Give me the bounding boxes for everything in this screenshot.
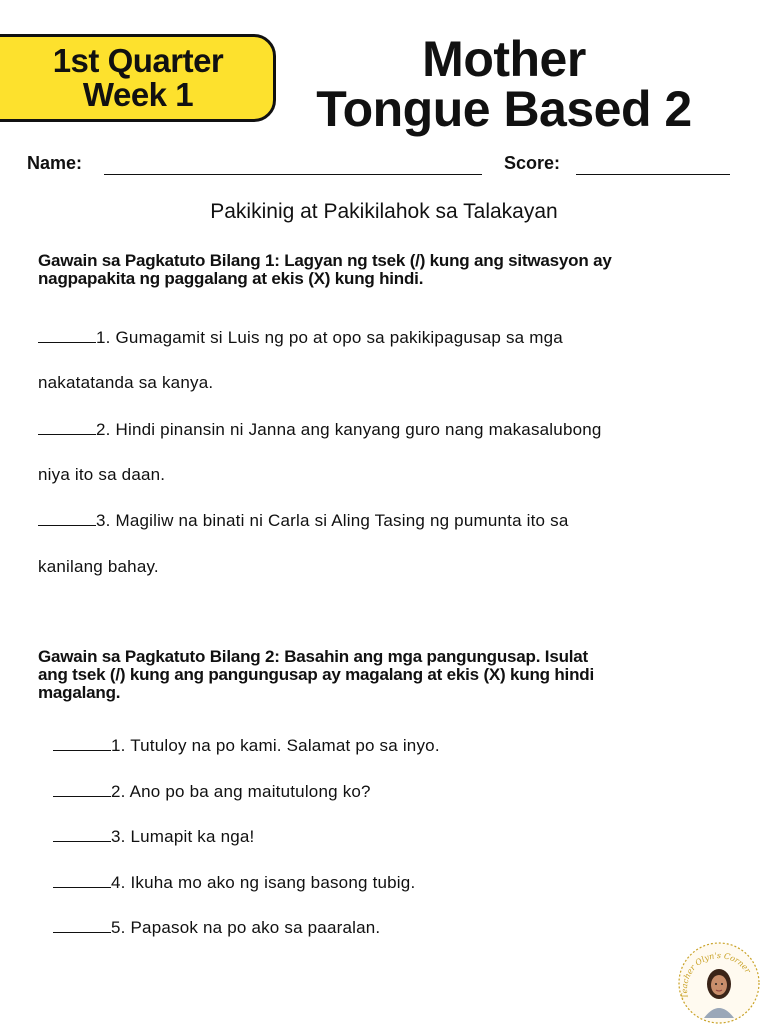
activity1-instructions [38,252,738,288]
quarter-label: 1st Quarter [52,42,224,79]
lesson-title: Pakikinig at Pakikilahok sa Talakayan [210,200,558,223]
activity2-item-1 [53,736,440,756]
subject-title [284,31,724,137]
answer-blank[interactable] [38,420,96,435]
activity2-instructions-line2: ang tsek (/) kung ang pangungusap ay magalang at ekis (X) kung hindi [38,665,594,684]
activity1-instructions-line1: Gawain sa Pagkatuto Bilang 1: Lagyan ng tsek (/) kung ang sitwasyon ay [38,251,612,270]
logo-text: Teacher Olyn's Corner [679,951,753,1000]
score-field[interactable] [576,174,730,175]
activity1-item-1-text: 1. Gumagamit si Luis ng po at opo sa pakikipagusap sa mga [96,328,563,347]
activity2-item-4-text: 4. Ikuha mo ako ng isang basong tubig. [111,873,416,892]
activity1-item-2-cont: niya ito sa daan. [38,465,166,484]
subject-title-line2: Tongue Based 2 [316,81,692,137]
score-label: Score: [504,153,561,173]
name-field[interactable] [104,174,482,175]
answer-blank[interactable] [53,827,111,842]
teacher-logo-avatar [676,940,762,1026]
activity2-item-2-text: 2. Ano po ba ang maitutulong ko? [111,782,371,801]
name-label: Name: [27,153,83,173]
week-label: Week 1 [82,76,194,113]
activity1-item-2 [38,420,602,440]
activity2-item-3-text: 3. Lumapit ka nga! [111,827,255,846]
quarter-badge [0,34,276,122]
activity2-instructions-line1: Gawain sa Pagkatuto Bilang 2: Basahin ang mga pangungusap. Isulat [38,647,588,666]
activity2-item-2 [53,782,371,802]
activity2-item-3 [53,827,254,847]
activity2-instructions [38,648,738,702]
answer-blank[interactable] [53,873,111,888]
answer-blank[interactable] [38,511,96,526]
answer-blank[interactable] [53,736,111,751]
activity2-item-5-text: 5. Papasok na po ako sa paaralan. [111,918,381,937]
activity1-item-3-cont: kanilang bahay. [38,557,159,576]
activity2-instructions-line3: magalang. [38,683,121,702]
answer-blank[interactable] [53,782,111,797]
activity2-item-5 [53,918,380,938]
activity1-item-1 [38,328,563,348]
activity1-item-2-text: 2. Hindi pinansin ni Janna ang kanyang guro nang makasalubong [96,420,602,439]
activity1-item-3 [38,511,569,531]
answer-blank[interactable] [38,328,96,343]
activity1-item-1-cont: nakatatanda sa kanya. [38,373,214,392]
activity2-item-1-text: 1. Tutuloy na po kami. Salamat po sa inyo. [111,736,440,755]
activity1-item-3-text: 3. Magiliw na binati ni Carla si Aling Tasing ng pumunta ito sa [96,511,569,530]
answer-blank[interactable] [53,918,111,933]
activity2-item-4 [53,873,415,893]
subject-title-line1: Mother [422,31,586,87]
activity1-instructions-line2: nagpapakita ng paggalang at ekis (X) kung hindi. [38,269,424,288]
